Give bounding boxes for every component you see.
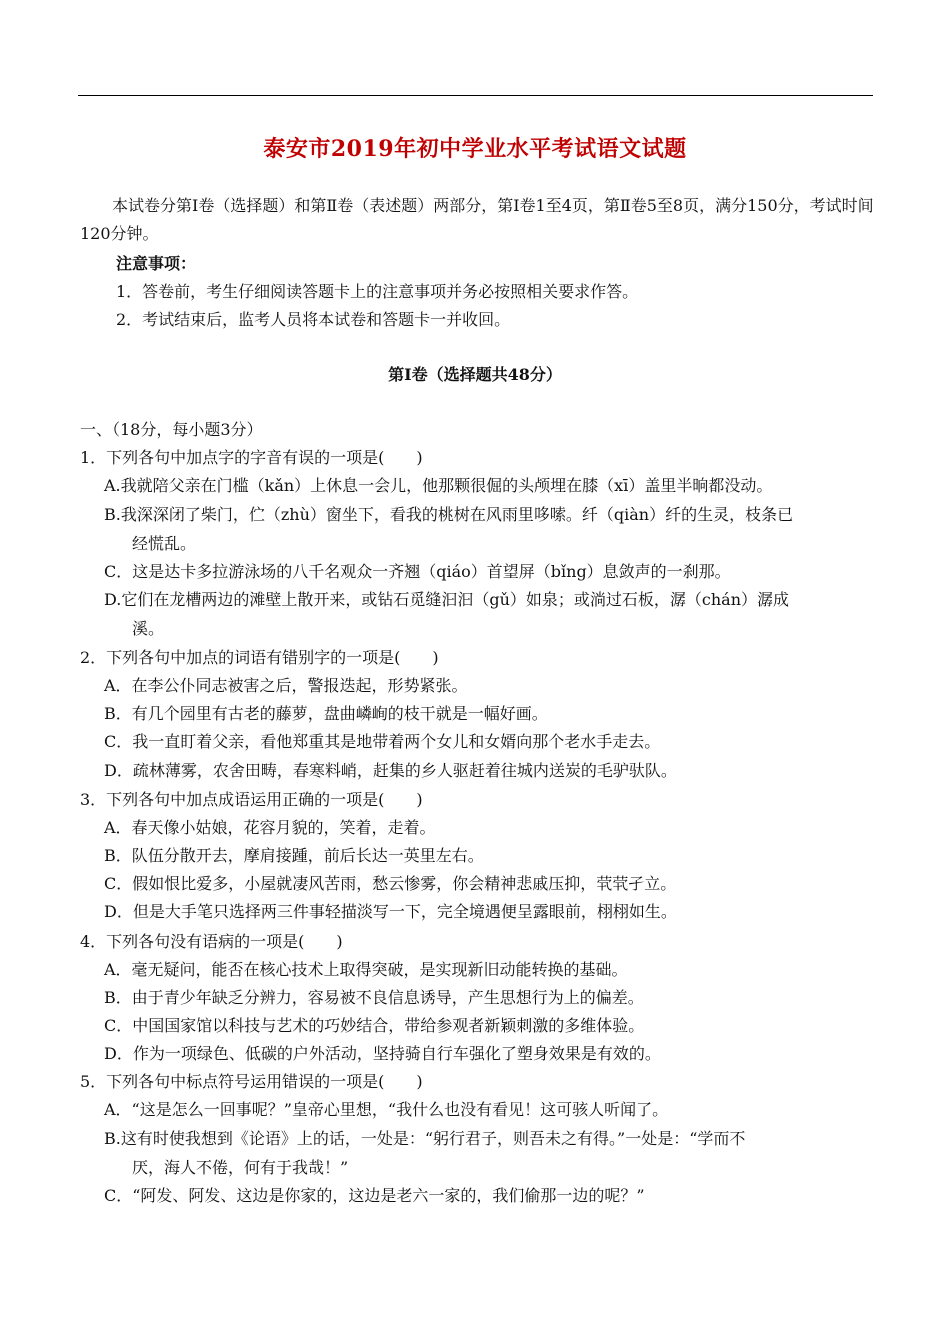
question-option: A.我就陪父亲在门槛（kǎn）上休息一会儿，他那颗很倔的头颅埋在膝（xī）盖里半晌都没动。 [104,476,773,495]
question-option: A．毫无疑问，能否在核心技术上取得突破，是实现新旧动能转换的基础。 [104,960,628,979]
question-stem: 2．下列各句中加点的词语有错别字的一项是( ) [80,648,439,667]
header-rule [78,95,873,96]
notice-item: 2．考试结束后，监考人员将本试卷和答题卡一并收回。 [116,310,511,329]
question-option: A．“这是怎么一回事呢？”皇帝心里想，“我什么也没有看见！这可骇人听闻了。 [104,1100,669,1119]
question-option: B．队伍分散开去，摩肩接踵，前后长达一英里左右。 [104,846,484,865]
section-title: 第Ⅰ卷（选择题共48分） [388,365,562,384]
part-heading: 一、（18分，每小题3分） [80,420,263,439]
question-option: B．由于青少年缺乏分辨力，容易被不良信息诱导，产生思想行为上的偏差。 [104,988,644,1007]
question-option-continued: 厌，海人不倦，何有于我哉！” [132,1158,349,1177]
question-option: C．“阿发、阿发、这边是你家的，这边是老六一家的，我们偷那一边的呢？” [104,1186,645,1205]
question-option: A．春天像小姑娘，花容月貌的，笑着，走着。 [104,818,436,837]
question-stem: 4．下列各句没有语病的一项是( ) [80,932,343,951]
question-stem: 3．下列各句中加点成语运用正确的一项是( ) [80,790,423,809]
question-option-continued: 溪。 [132,619,165,638]
question-option: D.它们在龙槽两边的滩壁上散开来，或钻石觅缝汩汩（gǔ）如泉；或淌过石板，潺（chán）潺成 [104,590,790,609]
question-option: C．我一直盯着父亲，看他郑重其是地带着两个女儿和女婿向那个老水手走去。 [104,732,661,751]
question-option: C．这是达卡多拉游泳场的八千名观众一齐翘（qiáo）首望屏（bǐng）息敛声的一刹那。 [104,562,731,581]
question-option: C．假如恨比爱多，小屋就凄风苦雨，愁云惨雾，你会精神悲戚压抑，茕茕孑立。 [104,874,677,893]
intro-paragraph: 本试卷分第Ⅰ卷（选择题）和第Ⅱ卷（表述题）两部分，第Ⅰ卷1至4页，第Ⅱ卷5至8页，满分150分，考试时间120分钟。 [80,196,874,243]
question-option-continued: 经慌乱。 [132,534,197,553]
notice-item: 1．答卷前，考生仔细阅读答题卡上的注意事项并务必按照相关要求作答。 [116,282,639,301]
question-option: A．在李公仆同志被害之后，警报迭起，形势紧张。 [104,676,468,695]
question-option: B.这有时使我想到《论语》上的话，一处是：“躬行君子，则吾未之有得。”一处是：“学而不 [104,1129,746,1148]
question-stem: 5．下列各句中标点符号运用错误的一项是( ) [80,1072,423,1091]
question-option: D．但是大手笔只选择两三件事轻描淡写一下，完全境遇便呈露眼前，栩栩如生。 [104,902,677,921]
document-title: 泰安市2019年初中学业水平考试语文试题 [263,136,687,162]
question-option: C．中国国家馆以科技与艺术的巧妙结合，带给参观者新颖刺激的多维体验。 [104,1016,645,1035]
question-option: B.我深深闭了柴门，伫（zhù）窗坐下，看我的桃树在风雨里哆嗦。纤（qiàn）纤的生灵，枝条已 [104,505,794,524]
question-stem: 1．下列各句中加点字的字音有误的一项是( ) [80,448,423,467]
question-option: B．有几个园里有古老的藤萝，盘曲嶙峋的枝干就是一幅好画。 [104,704,548,723]
question-option: D．疏林薄雾，农舍田畴，春寒料峭，赶集的乡人驱赶着往城内送炭的毛驴驮队。 [104,761,677,780]
notice-heading: 注意事项： [116,254,197,273]
question-option: D．作为一项绿色、低碳的户外活动，坚持骑自行车强化了塑身效果是有效的。 [104,1044,661,1063]
